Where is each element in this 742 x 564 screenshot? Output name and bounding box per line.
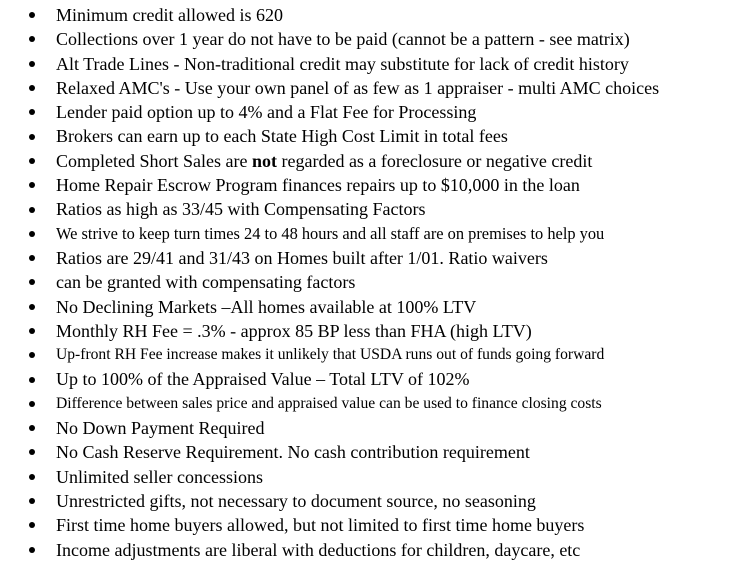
bullet-icon (29, 36, 35, 42)
list-item (0, 197, 742, 221)
bullet-document (0, 3, 742, 562)
list-item (0, 76, 742, 100)
list-item-text-pre: Completed Short Sales are (56, 150, 252, 171)
list-item-text: Home Repair Escrow Program finances repairs up to $10,000 in the loan (56, 175, 580, 196)
list-item (0, 367, 742, 391)
bullet-icon (29, 352, 35, 358)
list-item (0, 27, 742, 51)
list-item (0, 270, 742, 294)
list-item (0, 343, 742, 367)
bullet-icon (29, 255, 35, 261)
bullet-icon (29, 85, 35, 91)
list-item-text: Up to 100% of the Appraised Value – Total LTV of 102% (56, 369, 470, 390)
bullet-icon (29, 134, 35, 140)
list-item-text: No Cash Reserve Requirement. No cash contribution requirement (56, 442, 530, 463)
bullet-icon (29, 522, 35, 528)
list-item-text: Minimum credit allowed is 620 (56, 5, 283, 25)
list-item-text: Alt Trade Lines - Non-traditional credit may substitute for lack of credit history (56, 53, 629, 74)
bullet-icon (29, 109, 35, 115)
list-item (0, 538, 742, 562)
list-item-text-emphasis: not (251, 150, 277, 171)
list-item-text: We strive to keep turn times 24 to 48 hours and all staff are on premises to help you (56, 223, 605, 243)
list-item (0, 295, 742, 319)
list-item (0, 513, 742, 537)
bullet-icon (29, 328, 35, 334)
list-item (0, 149, 742, 173)
bullet-icon (29, 231, 35, 237)
list-item (0, 52, 742, 76)
bullet-icon (29, 12, 35, 18)
list-item-text: Unrestricted gifts, not necessary to document source, no seasoning (56, 490, 536, 511)
list-item-text: Lender paid option up to 4% and a Flat Fee for Processing (56, 102, 477, 123)
list-item (0, 440, 742, 464)
list-item (0, 392, 742, 416)
bullet-icon (29, 547, 35, 553)
bullet-icon (29, 207, 35, 213)
list-item-text: Collections over 1 year do not have to be paid (cannot be a pattern - see matrix) (56, 29, 630, 50)
list-item-text: Unlimited seller concessions (56, 466, 263, 487)
list-item-text: Difference between sales price and appraised value can be used to finance closing costs (56, 394, 602, 412)
bullet-icon (29, 182, 35, 188)
list-item (0, 465, 742, 489)
list-item (0, 489, 742, 513)
list-item-text: Relaxed AMC's - Use your own panel of as few as 1 appraiser - multi AMC choices (56, 77, 660, 98)
list-item (0, 416, 742, 440)
bullet-icon (29, 304, 35, 310)
bullet-icon (29, 158, 35, 164)
list-item (0, 173, 742, 197)
list-item-text: No Down Payment Required (56, 418, 265, 439)
list-item (0, 124, 742, 148)
list-item-text: can be granted with compensating factors (56, 272, 356, 293)
bullet-icon (29, 498, 35, 504)
list-item-text: No Declining Markets –All homes available at 100% LTV (56, 296, 477, 317)
list-item-text: Monthly RH Fee = .3% - approx 85 BP less than FHA (high LTV) (56, 320, 532, 341)
bullet-icon (29, 279, 35, 285)
list-item-text-post: regarded as a foreclosure or negative credit (276, 150, 593, 171)
list-item (0, 222, 742, 246)
list-item (0, 246, 742, 270)
list-item-text: Ratios are 29/41 and 31/43 on Homes built after 1/01. Ratio waivers (56, 247, 548, 268)
bullet-icon (29, 425, 35, 431)
bullet-list (0, 3, 742, 562)
bullet-icon (29, 401, 35, 407)
bullet-icon (29, 474, 35, 480)
list-item-text: Ratios as high as 33/45 with Compensating Factors (56, 199, 426, 220)
list-item-text: Up-front RH Fee increase makes it unlikely that USDA runs out of funds going forward (56, 346, 605, 364)
list-item-text: Brokers can earn up to each State High Cost Limit in total fees (56, 126, 508, 147)
list-item-text: First time home buyers allowed, but not limited to first time home buyers (56, 515, 585, 536)
list-item-text: Income adjustments are liberal with deductions for children, daycare, etc (56, 539, 581, 560)
list-item (0, 319, 742, 343)
list-item (0, 100, 742, 124)
list-item (0, 3, 742, 27)
bullet-icon (29, 449, 35, 455)
bullet-icon (29, 61, 35, 67)
bullet-icon (29, 377, 35, 383)
